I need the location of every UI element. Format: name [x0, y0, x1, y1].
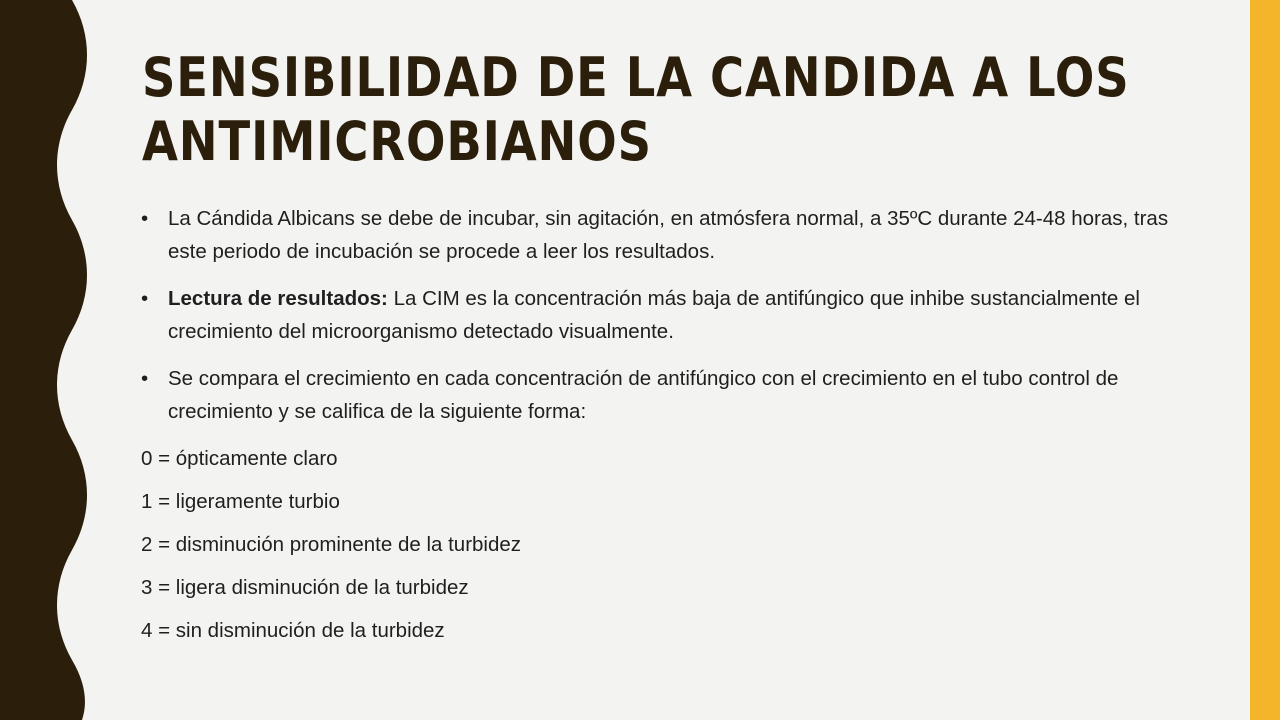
slide-title-line-2: ANTIMICROBIANOS	[142, 110, 652, 173]
right-accent-band	[1250, 0, 1280, 720]
scale-line-1: 1 = ligeramente turbio	[141, 490, 340, 513]
slide-title	[142, 46, 1130, 174]
scale-line-3: 3 = ligera disminución de la turbidez	[141, 576, 469, 599]
bullet-incubation-text: La Cándida Albicans se debe de incubar, sin agitación, en atmósfera normal, a 35ºC durante 24-48 horas, tras este periodo de incubación se procede a leer los resultados.	[168, 207, 1169, 263]
slide-body	[141, 202, 1211, 657]
scale-line-2: 2 = disminución prominente de la turbidez	[141, 533, 522, 556]
bullet-reading-lead: Lectura de resultados:	[168, 287, 388, 310]
bullet-reading-text: La CIM es la concentración más baja de antifúngico que inhibe sustancialmente el crecimiento del microorganismo detectado visualmente.	[168, 287, 1140, 343]
bullet-comparison-text: Se compara el crecimiento en cada concentración de antifúngico con el crecimiento en el tubo control de crecimiento y se califica de la siguiente forma:	[168, 367, 1119, 423]
bullet-reading	[141, 282, 1211, 348]
bullet-comparison	[141, 362, 1211, 428]
left-wave-band	[0, 0, 110, 720]
slide-title-line-1: SENSIBILIDAD DE LA CANDIDA A LOS	[142, 46, 1130, 109]
bullet-incubation	[141, 202, 1211, 268]
scale-line-4: 4 = sin disminución de la turbidez	[141, 619, 445, 642]
scale-line-0: 0 = ópticamente claro	[141, 447, 338, 470]
